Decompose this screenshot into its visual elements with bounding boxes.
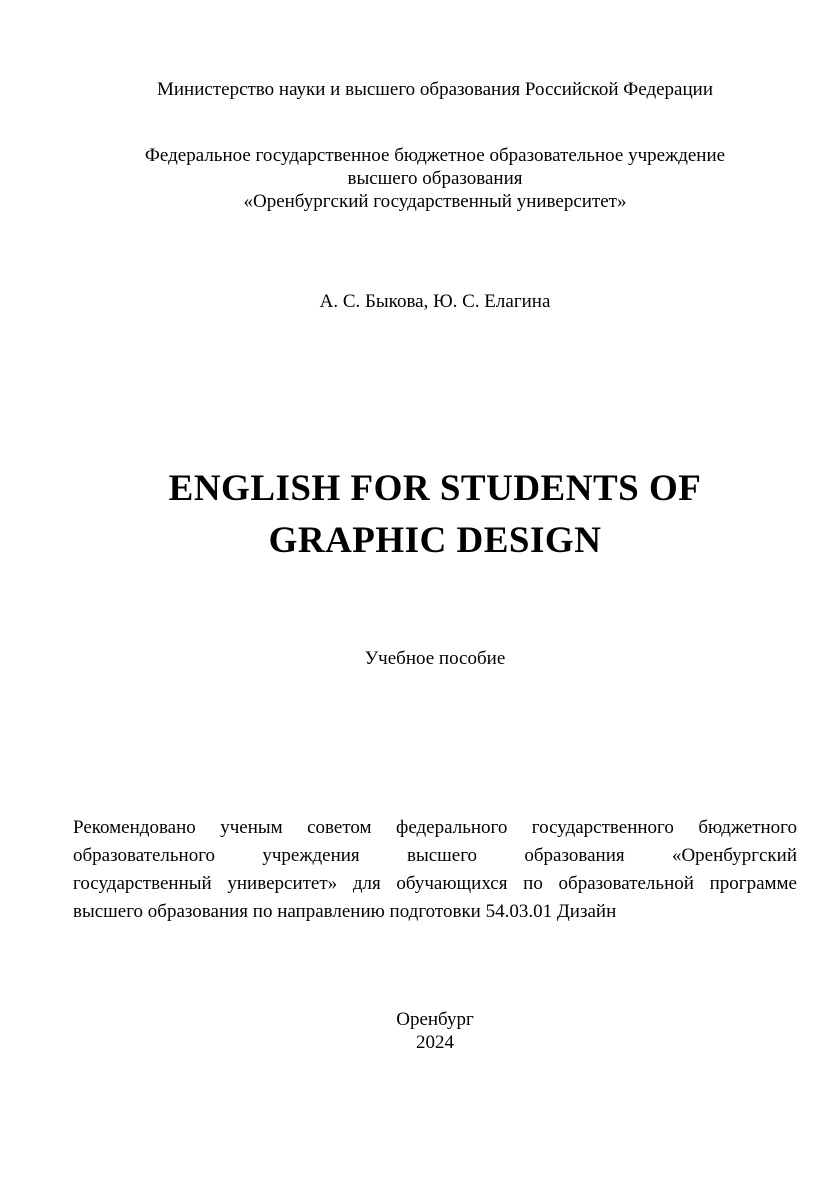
recommendation-line-1: Рекомендовано ученым советом федерального государственного бюджетного: [73, 817, 797, 838]
ministry-line: Министерство науки и высшего образования Российской Федерации: [157, 79, 713, 100]
institution-line-1: Федеральное государственное бюджетное образовательное учреждение: [144, 145, 726, 166]
authors-line: А. С. Быкова, Ю. С. Елагина: [319, 291, 551, 312]
subtitle: Учебное пособие: [364, 648, 506, 669]
institution-block: [73, 144, 797, 213]
recommendation-line-4: высшего образования по направлению подготовки 54.03.01 Дизайн: [73, 901, 617, 922]
recommendation-line-2: образовательного учреждения высшего образования «Оренбургский: [73, 845, 797, 866]
institution-line-2: высшего образования: [347, 168, 523, 189]
imprint-year: 2024: [416, 1032, 454, 1053]
imprint-city: Оренбург: [396, 1009, 474, 1030]
book-title-line-1: ENGLISH FOR STUDENTS OF: [168, 468, 702, 509]
imprint-block: [73, 1008, 797, 1054]
recommendation-line-3: государственный университет» для обучающихся по образовательной программе: [73, 873, 797, 894]
recommendation-paragraph: [73, 814, 797, 926]
institution-line-3: «Оренбургский государственный университет»: [243, 191, 627, 212]
book-title: [73, 463, 797, 567]
book-title-line-2: GRAPHIC DESIGN: [268, 520, 602, 561]
